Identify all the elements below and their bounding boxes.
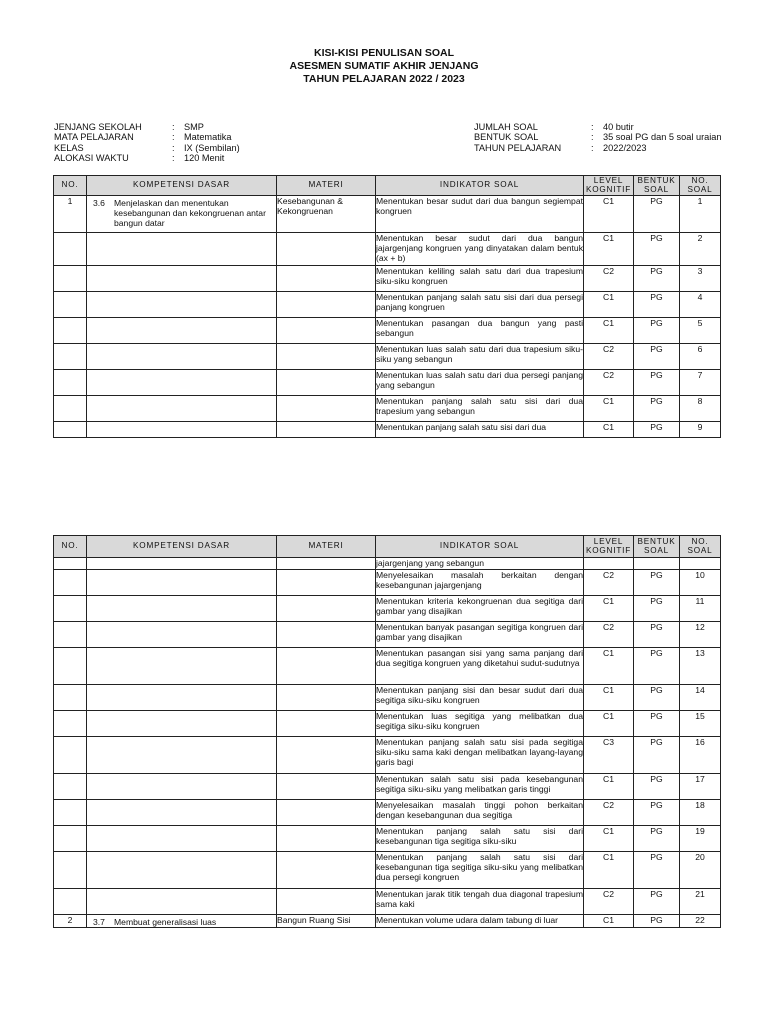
- header-materi: MATERI: [277, 536, 376, 558]
- header-kompetensi-dasar: KOMPETENSI DASAR: [87, 176, 277, 196]
- cell-no: [54, 570, 87, 596]
- cell-kompetensi-dasar: [87, 596, 277, 622]
- meta-info-left: [54, 122, 240, 164]
- cell-materi: [277, 570, 376, 596]
- cell-materi: [277, 370, 376, 396]
- cell-no: 1: [54, 196, 87, 233]
- meta-label: TAHUN PELAJARAN: [474, 142, 562, 153]
- cell-kompetensi-dasar: [87, 800, 277, 826]
- cell-indikator-soal: Menyelesaikan masalah tinggi pohon berkaitan dengan kesebangunan dua segitiga: [376, 800, 584, 826]
- cell-no: 2: [54, 915, 87, 928]
- table-row: [54, 344, 721, 370]
- cell-indikator-soal: Menentukan panjang sisi dan besar sudut dari dua segitiga siku-siku kongruen: [376, 685, 584, 711]
- cell-level-kognitif: C1: [584, 774, 634, 800]
- cell-kompetensi-dasar: [87, 648, 277, 685]
- title-line-1: KISI-KISI PENULISAN SOAL: [313, 47, 454, 59]
- cell-level-kognitif: C1: [584, 318, 634, 344]
- cell-no-soal: [680, 558, 721, 570]
- table-row: [54, 233, 721, 266]
- cell-materi: [277, 685, 376, 711]
- cell-kompetensi-dasar: [87, 889, 277, 915]
- cell-no-soal: 8: [680, 396, 721, 422]
- cell-level-kognitif: [584, 558, 634, 570]
- cell-indikator-soal: Menentukan besar sudut dari dua bangun jajargenjang kongruen yang dinyatakan dalam bentuk (ax + b): [376, 233, 584, 266]
- cell-bentuk-soal: PG: [634, 852, 680, 889]
- cell-no-soal: 19: [680, 826, 721, 852]
- table-row: [54, 570, 721, 596]
- cell-level-kognitif: C1: [584, 711, 634, 737]
- meta-label: KELAS: [54, 142, 84, 153]
- meta-label: JUMLAH SOAL: [474, 122, 538, 132]
- cell-bentuk-soal: PG: [634, 737, 680, 774]
- cell-materi: Bangun Ruang Sisi: [277, 915, 376, 928]
- table-row: [54, 889, 721, 915]
- header-indikator-soal: INDIKATOR SOAL: [376, 536, 584, 558]
- header-no-soal: NO. SOAL: [680, 536, 721, 558]
- meta-colon: :: [591, 142, 594, 153]
- cell-kompetensi-dasar: [87, 196, 277, 233]
- cell-level-kognitif: C1: [584, 915, 634, 928]
- cell-bentuk-soal: PG: [634, 422, 680, 438]
- cell-indikator-soal: Menentukan pasangan dua bangun yang pasti sebangun: [376, 318, 584, 344]
- cell-kompetensi-dasar: [87, 558, 277, 570]
- cell-level-kognitif: C1: [584, 422, 634, 438]
- cell-no: [54, 800, 87, 826]
- meta-info-right: [474, 122, 722, 153]
- cell-kompetensi-dasar: [87, 396, 277, 422]
- cell-kompetensi-dasar: [87, 292, 277, 318]
- cell-kompetensi-dasar: [87, 422, 277, 438]
- header-bentuk-soal: BENTUK SOAL: [634, 536, 680, 558]
- cell-level-kognitif: C1: [584, 685, 634, 711]
- cell-materi: [277, 648, 376, 685]
- cell-materi: [277, 396, 376, 422]
- table-row: [54, 318, 721, 344]
- cell-kompetensi-dasar: [87, 774, 277, 800]
- cell-level-kognitif: C1: [584, 826, 634, 852]
- cell-materi: [277, 622, 376, 648]
- cell-materi: [277, 852, 376, 889]
- cell-level-kognitif: C2: [584, 266, 634, 292]
- meta-value: 40 butir: [603, 122, 634, 132]
- table-row: [54, 648, 721, 685]
- cell-no: [54, 737, 87, 774]
- meta-label: JENJANG SEKOLAH: [54, 122, 142, 132]
- cell-level-kognitif: C1: [584, 196, 634, 233]
- meta-label: BENTUK SOAL: [474, 132, 539, 143]
- cell-level-kognitif: C2: [584, 889, 634, 915]
- cell-bentuk-soal: PG: [634, 318, 680, 344]
- cell-indikator-soal: Menentukan salah satu sisi pada kesebangunan segitiga siku-siku yang melibatkan garis tinggi: [376, 774, 584, 800]
- cell-no: [54, 558, 87, 570]
- cell-materi: [277, 292, 376, 318]
- header-level-kognitif: LEVEL KOGNITIF: [584, 536, 634, 558]
- cell-bentuk-soal: PG: [634, 774, 680, 800]
- cell-bentuk-soal: PG: [634, 648, 680, 685]
- cell-no-soal: 21: [680, 889, 721, 915]
- cell-kompetensi-dasar: [87, 915, 277, 928]
- cell-materi: [277, 711, 376, 737]
- kd-code: 3.6: [93, 198, 105, 208]
- table-row: [54, 622, 721, 648]
- cell-bentuk-soal: PG: [634, 711, 680, 737]
- cell-no-soal: 4: [680, 292, 721, 318]
- header-no: NO.: [54, 536, 87, 558]
- meta-colon: :: [172, 122, 175, 132]
- title-line-3: TAHUN PELAJARAN 2022 / 2023: [303, 73, 465, 85]
- meta-label: MATA PELAJARAN: [54, 132, 134, 143]
- meta-value: IX (Sembilan): [184, 142, 240, 153]
- table-row: [54, 685, 721, 711]
- table-header-row: [54, 176, 721, 196]
- cell-no-soal: 18: [680, 800, 721, 826]
- cell-level-kognitif: C1: [584, 852, 634, 889]
- header-level-kognitif: LEVEL KOGNITIF: [584, 176, 634, 196]
- cell-indikator-soal: Menentukan pasangan sisi yang sama panjang dari dua segitiga kongruen yang diketahui sudut-sudutnya: [376, 648, 584, 685]
- header-materi: MATERI: [277, 176, 376, 196]
- cell-kompetensi-dasar: [87, 711, 277, 737]
- cell-no: [54, 318, 87, 344]
- meta-colon: :: [172, 153, 175, 164]
- cell-no-soal: 1: [680, 196, 721, 233]
- cell-materi: [277, 558, 376, 570]
- cell-indikator-soal: Menentukan luas salah satu dari dua trapesium siku-siku yang sebangun: [376, 344, 584, 370]
- cell-materi: [277, 826, 376, 852]
- cell-no-soal: 16: [680, 737, 721, 774]
- cell-kompetensi-dasar: [87, 826, 277, 852]
- cell-materi: [277, 233, 376, 266]
- table-header-row: [54, 536, 721, 558]
- cell-no-soal: 11: [680, 596, 721, 622]
- cell-level-kognitif: C2: [584, 800, 634, 826]
- meta-row: [54, 122, 240, 132]
- cell-no-soal: 9: [680, 422, 721, 438]
- cell-bentuk-soal: PG: [634, 915, 680, 928]
- table-row: [54, 800, 721, 826]
- meta-value: Matematika: [184, 132, 232, 143]
- meta-row: [54, 132, 240, 142]
- cell-no-soal: 6: [680, 344, 721, 370]
- cell-indikator-soal: Menentukan banyak pasangan segitiga kongruen dari gambar yang disajikan: [376, 622, 584, 648]
- title-line-2: ASESMEN SUMATIF AKHIR JENJANG: [289, 60, 479, 72]
- cell-no: [54, 711, 87, 737]
- cell-no-soal: 22: [680, 915, 721, 928]
- cell-indikator-soal: Menentukan panjang salah satu sisi pada segitiga siku-siku sama kaki dengan melibatkan layang-layang garis bagi: [376, 737, 584, 774]
- table-row: [54, 266, 721, 292]
- header-bentuk-soal: BENTUK SOAL: [634, 176, 680, 196]
- cell-indikator-soal: Menentukan besar sudut dari dua bangun segiempat kongruen: [376, 196, 584, 233]
- table-row: [54, 422, 721, 438]
- document-title: [0, 47, 768, 86]
- cell-no: [54, 685, 87, 711]
- cell-bentuk-soal: PG: [634, 622, 680, 648]
- cell-indikator-soal: Menentukan kriteria kekongruenan dua segitiga dari gambar yang disajikan: [376, 596, 584, 622]
- cell-materi: [277, 596, 376, 622]
- table-row: [54, 774, 721, 800]
- cell-level-kognitif: C1: [584, 233, 634, 266]
- cell-indikator-soal: Menentukan panjang salah satu sisi dari dua: [376, 422, 584, 438]
- cell-level-kognitif: C1: [584, 596, 634, 622]
- cell-kompetensi-dasar: [87, 344, 277, 370]
- cell-no-soal: 2: [680, 233, 721, 266]
- cell-indikator-soal: Menyelesaikan masalah berkaitan dengan kesebangunan jajargenjang: [376, 570, 584, 596]
- cell-no-soal: 17: [680, 774, 721, 800]
- kd-code: 3.7: [93, 917, 105, 927]
- meta-row: [54, 143, 240, 153]
- cell-bentuk-soal: PG: [634, 570, 680, 596]
- cell-bentuk-soal: PG: [634, 196, 680, 233]
- table-row: [54, 915, 721, 928]
- meta-row: [54, 153, 240, 163]
- cell-level-kognitif: C2: [584, 570, 634, 596]
- cell-no: [54, 774, 87, 800]
- table-row: [54, 396, 721, 422]
- cell-no-soal: 5: [680, 318, 721, 344]
- cell-kompetensi-dasar: [87, 852, 277, 889]
- cell-no: [54, 370, 87, 396]
- cell-indikator-soal: Menentukan panjang salah satu sisi dari dua persegi panjang kongruen: [376, 292, 584, 318]
- cell-materi: Kesebangunan & Kekongruenan: [277, 196, 376, 233]
- cell-no-soal: 12: [680, 622, 721, 648]
- cell-bentuk-soal: PG: [634, 344, 680, 370]
- cell-bentuk-soal: PG: [634, 596, 680, 622]
- meta-value: 2022/2023: [603, 142, 647, 153]
- header-no-soal: NO. SOAL: [680, 176, 721, 196]
- cell-bentuk-soal: PG: [634, 233, 680, 266]
- cell-materi: [277, 422, 376, 438]
- cell-no: [54, 292, 87, 318]
- meta-label: ALOKASI WAKTU: [54, 153, 129, 164]
- cell-indikator-soal: Menentukan panjang salah satu sisi dari kesebangunan tiga segitiga siku-siku yang melibatkan dua persegi kongruen: [376, 852, 584, 889]
- cell-kompetensi-dasar: [87, 233, 277, 266]
- cell-bentuk-soal: PG: [634, 800, 680, 826]
- kisi-kisi-table-2: [53, 535, 721, 928]
- kd-text: Menjelaskan dan menentukan kesebangunan dan kekongruenan antar bangun datar: [114, 198, 266, 228]
- cell-indikator-soal: Menentukan panjang salah satu sisi dari dua trapesium yang sebangun: [376, 396, 584, 422]
- cell-level-kognitif: C2: [584, 370, 634, 396]
- cell-materi: [277, 318, 376, 344]
- cell-bentuk-soal: PG: [634, 266, 680, 292]
- cell-kompetensi-dasar: [87, 370, 277, 396]
- table-row: [54, 558, 721, 570]
- cell-no: [54, 596, 87, 622]
- cell-indikator-soal: Menentukan luas salah satu dari dua persegi panjang yang sebangun: [376, 370, 584, 396]
- meta-colon: :: [591, 122, 594, 132]
- header-indikator-soal: INDIKATOR SOAL: [376, 176, 584, 196]
- cell-bentuk-soal: PG: [634, 396, 680, 422]
- cell-no-soal: 15: [680, 711, 721, 737]
- meta-row: [474, 122, 722, 132]
- cell-kompetensi-dasar: [87, 622, 277, 648]
- cell-kompetensi-dasar: [87, 737, 277, 774]
- cell-level-kognitif: C1: [584, 648, 634, 685]
- cell-kompetensi-dasar: [87, 570, 277, 596]
- meta-value: 120 Menit: [184, 153, 225, 164]
- cell-no: [54, 396, 87, 422]
- cell-no: [54, 422, 87, 438]
- cell-bentuk-soal: [634, 558, 680, 570]
- cell-kompetensi-dasar: [87, 318, 277, 344]
- cell-level-kognitif: C2: [584, 622, 634, 648]
- cell-no: [54, 233, 87, 266]
- header-no: NO.: [54, 176, 87, 196]
- meta-value: SMP: [184, 122, 204, 132]
- cell-materi: [277, 800, 376, 826]
- cell-indikator-soal: Menentukan keliling salah satu dari dua trapesium siku-siku kongruen: [376, 266, 584, 292]
- meta-colon: :: [172, 132, 175, 143]
- table-row: [54, 292, 721, 318]
- meta-colon: :: [591, 132, 594, 143]
- cell-bentuk-soal: PG: [634, 826, 680, 852]
- cell-no-soal: 13: [680, 648, 721, 685]
- cell-no: [54, 852, 87, 889]
- table-row: [54, 370, 721, 396]
- cell-level-kognitif: C3: [584, 737, 634, 774]
- cell-bentuk-soal: PG: [634, 370, 680, 396]
- cell-kompetensi-dasar: [87, 266, 277, 292]
- cell-no-soal: 7: [680, 370, 721, 396]
- cell-no: [54, 826, 87, 852]
- cell-materi: [277, 266, 376, 292]
- cell-level-kognitif: C1: [584, 292, 634, 318]
- cell-indikator-soal: Menentukan luas segitiga yang melibatkan dua segitiga siku-siku kongruen: [376, 711, 584, 737]
- cell-indikator-soal: Menentukan jarak titik tengah dua diagonal trapesium sama kaki: [376, 889, 584, 915]
- kd-text: Membuat generalisasi luas: [114, 917, 217, 927]
- table-row: [54, 711, 721, 737]
- table-row: [54, 826, 721, 852]
- cell-materi: [277, 737, 376, 774]
- cell-no: [54, 344, 87, 370]
- cell-bentuk-soal: PG: [634, 685, 680, 711]
- cell-bentuk-soal: PG: [634, 292, 680, 318]
- cell-no: [54, 889, 87, 915]
- cell-indikator-soal: Menentukan volume udara dalam tabung di luar: [376, 915, 584, 928]
- cell-materi: [277, 344, 376, 370]
- meta-row: [474, 143, 722, 153]
- table-row: [54, 196, 721, 233]
- header-kompetensi-dasar: KOMPETENSI DASAR: [87, 536, 277, 558]
- kisi-kisi-table-1: [53, 175, 721, 438]
- cell-no: [54, 622, 87, 648]
- table-row: [54, 737, 721, 774]
- cell-level-kognitif: C2: [584, 344, 634, 370]
- cell-materi: [277, 889, 376, 915]
- cell-no-soal: 14: [680, 685, 721, 711]
- cell-no: [54, 266, 87, 292]
- meta-colon: :: [172, 142, 175, 153]
- cell-bentuk-soal: PG: [634, 889, 680, 915]
- cell-materi: [277, 774, 376, 800]
- table-row: [54, 596, 721, 622]
- meta-row: [474, 132, 722, 142]
- cell-no-soal: 10: [680, 570, 721, 596]
- cell-no-soal: 3: [680, 266, 721, 292]
- cell-indikator-soal: Menentukan panjang salah satu sisi dari kesebangunan tiga segitiga siku-siku: [376, 826, 584, 852]
- cell-indikator-soal: jajargenjang yang sebangun: [376, 558, 584, 570]
- table-row: [54, 852, 721, 889]
- cell-no: [54, 648, 87, 685]
- meta-value: 35 soal PG dan 5 soal uraian: [603, 132, 722, 143]
- cell-level-kognitif: C1: [584, 396, 634, 422]
- cell-kompetensi-dasar: [87, 685, 277, 711]
- cell-no-soal: 20: [680, 852, 721, 889]
